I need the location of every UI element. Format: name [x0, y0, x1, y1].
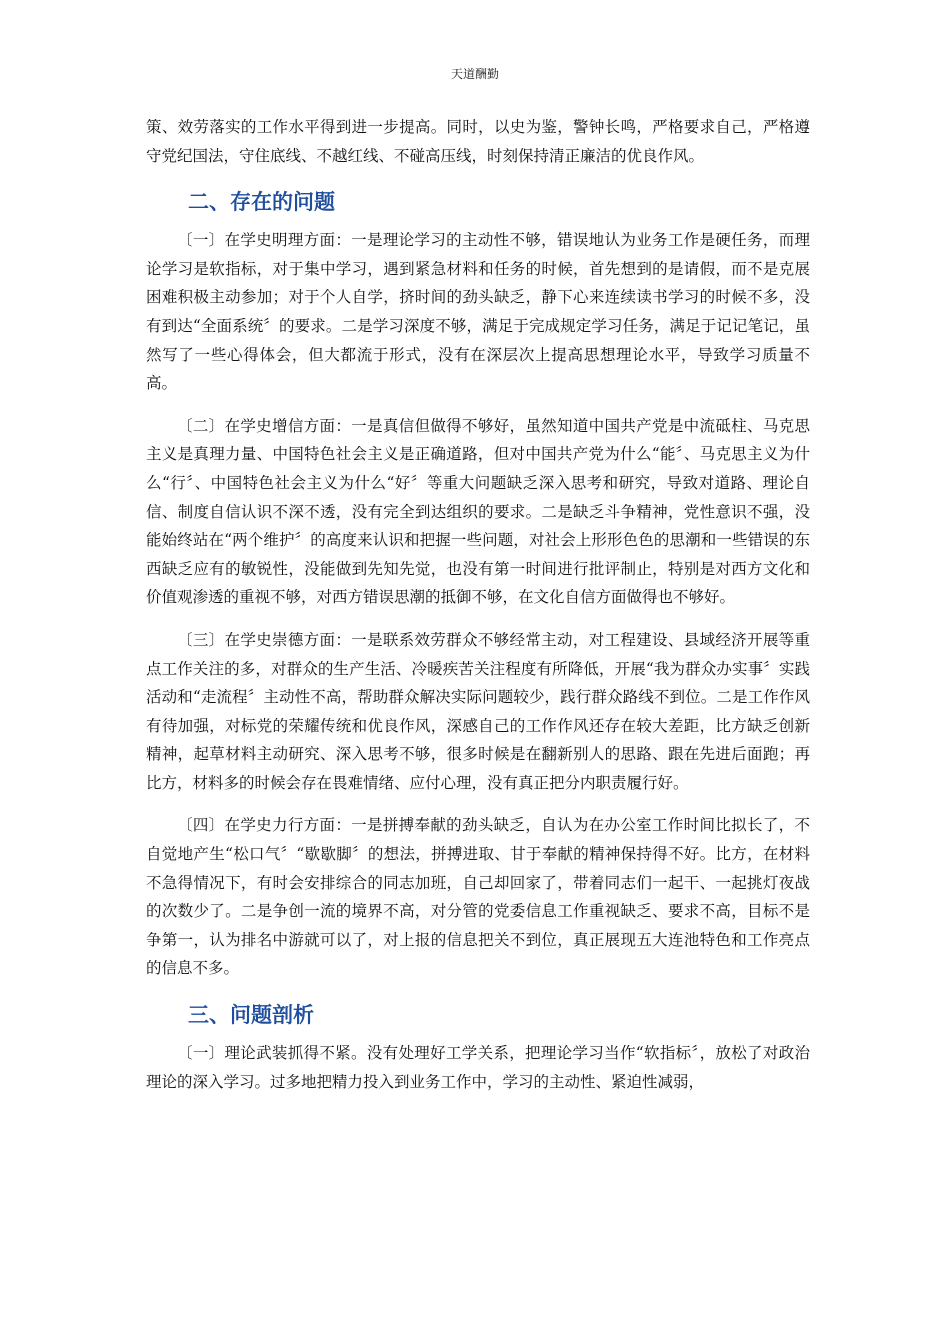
document-body	[146, 113, 810, 1110]
problem-paragraph-2: 〔二〕在学史增信方面：一是真信但做得不够好，虽然知道中国共产党是中流砥柱、马克思主义是真理力量、中国特色社会主义是正确道路，但对中国共产党为什么“能〞、马克思主义为什么“行〞、中国特色社会主义为什么“好〞等重大问题缺乏深入思考和研究，导致对道路、理论自信、制度自信认识不深不透，没有完全到达组织的要求。二是缺乏斗争精神，党性意识不强，没能始终站在“两个维护〞的高度来认识和把握一些问题，对社会上形形色色的思潮和一些错误的东西缺乏应有的敏锐性，没能做到先知先觉，也没有第一时间进行批评制止，特别是对西方文化和价值观渗透的重视不够，对西方错误思潮的抵御不够，在文化自信方面做得也不够好。	[146, 416, 810, 607]
analysis-paragraph-1: 〔一〕理论武装抓得不紧。没有处理好工学关系，把理论学习当作“软指标〞，放松了对政治理论的深入学习。过多地把精力投入到业务工作中，学习的主动性、紧迫性减弱，	[146, 1044, 810, 1091]
problem-paragraph-4: 〔四〕在学史力行方面：一是拼搏奉献的劲头缺乏，自认为在办公室工作时间比拟长了，不自觉地产生“松口气〞“歇歇脚〞的想法，拼搏进取、甘于奉献的精神保持得不好。比方，在材料不急得情况下，有时会安排综合的同志加班，自己却回家了，带着同志们一起干、一起挑灯夜战的次数少了。二是争创一流的境界不高，对分管的党委信息工作重视缺乏、要求不高，目标不是争第一，认为排名中游就可以了，对上报的信息把关不到位，真正展现五大连池特色和工作亮点的信息不多。	[146, 816, 810, 978]
page-header: 天道酬勤	[450, 67, 499, 81]
intro-paragraph: 策、效劳落实的工作水平得到进一步提高。同时，以史为鉴，警钟长鸣，严格要求自己，严格遵守党纪国法，守住底线、不越红线、不碰高压线，时刻保持清正廉洁的优良作风。	[146, 118, 810, 165]
problem-paragraph-1: 〔一〕在学史明理方面：一是理论学习的主动性不够，错误地认为业务工作是硬任务，而理论学习是软指标，对于集中学习，遇到紧急材料和任务的时候，首先想到的是请假，而不是克展困难积极主动参加；对于个人自学，挤时间的劲头缺乏，静下心来连续读书学习的时候不多，没有到达“全面系统〞的要求。二是学习深度不够，满足于完成规定学习任务，满足于记记笔记，虽然写了一些心得体会，但大都流于形式，没有在深层次上提高思想理论水平，导致学习质量不高。	[146, 231, 810, 393]
section-heading-problems: 二、存在的问题	[188, 190, 335, 215]
problem-paragraph-3: 〔三〕在学史崇德方面：一是联系效劳群众不够经常主动，对工程建设、县域经济开展等重点工作关注的多，对群众的生产生活、冷暖疾苦关注程度有所降低，开展“我为群众办实事〞实践活动和“走流程〞主动性不高，帮助群众解决实际问题较少，践行群众路线不到位。二是工作作风有待加强，对标党的荣耀传统和优良作风，深感自己的工作作风还存在较大差距，比方缺乏创新精神，起草材料主动研究、深入思考不够，很多时候是在翻新别人的思路、跟在先进后面跑；再比方，材料多的时候会存在畏难情绪、应付心理，没有真正把分内职责履行好。	[146, 630, 810, 792]
section-heading-analysis: 三、问题剖析	[188, 1003, 314, 1028]
